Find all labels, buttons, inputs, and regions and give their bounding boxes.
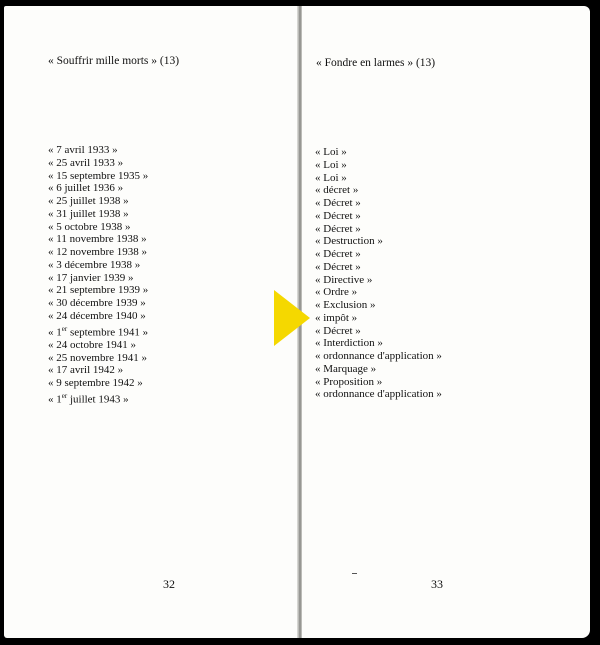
term-entry: « ordonnance d'application » [315,350,442,362]
term-entry: « décret » [315,184,359,197]
term-entry: « Décret » [315,248,361,260]
term-entry: « impôt » [315,311,358,324]
date-entry: « 15 septembre 1935 » [48,169,149,182]
term-entry: « Destruction » [315,235,383,248]
term-entry: « Décret » [315,197,361,209]
date-entry: « 24 décembre 1940 » [48,309,146,322]
date-entry: « 17 avril 1942 » [48,364,124,377]
stray-mark [352,573,357,574]
left-page-number: 32 [163,577,175,591]
term-entry: « Marquage » [315,362,377,375]
date-entry: « 21 septembre 1939 » [48,284,149,297]
term-entry: « Décret » [315,222,361,235]
date-entry: « 9 septembre 1942 » [48,377,143,390]
date-entry: « 11 novembre 1938 » [48,233,147,246]
date-entry: « 25 novembre 1941 » [48,351,147,364]
term-entry: « Loi » [315,146,347,158]
right-page-number: 33 [431,577,443,591]
date-entry: « 30 décembre 1939 » [48,297,146,309]
date-entry: « 17 janvier 1939 » [48,271,134,284]
right-term-list [315,146,442,401]
left-date-list [48,144,148,406]
date-entry: « 6 juillet 1936 » [48,182,124,195]
right-page [302,6,590,638]
term-entry: « Décret » [315,324,361,337]
date-entry: « 1er juillet 1943 » [48,391,129,406]
yellow-arrow-icon [274,290,310,346]
term-entry: « Proposition » [315,375,383,388]
left-page [4,6,298,638]
date-entry: « 5 octobre 1938 » [48,220,131,233]
right-page-title: « Fondre en larmes » (13) [316,57,436,69]
left-page-title: « Souffrir mille morts » (13) [48,55,180,67]
term-entry: « ordonnance d'application » [315,388,442,401]
term-entry: « Décret » [315,260,361,273]
date-entry: « 25 juillet 1938 » [48,195,129,207]
term-entry: « Interdiction » [315,337,383,350]
date-entry: « 3 décembre 1938 » [48,258,141,271]
term-entry: « Directive » [315,273,373,286]
date-entry: « 24 octobre 1941 » [48,338,136,351]
term-entry: « Décret » [315,209,361,222]
date-entry: « 12 novembre 1938 » [48,246,147,258]
term-entry: « Exclusion » [315,299,376,311]
date-entry: « 7 avril 1933 » [48,144,118,156]
term-entry: « Ordre » [315,286,358,299]
term-entry: « Loi » [315,158,347,171]
date-entry: « 25 avril 1933 » [48,156,124,169]
date-entry: « 31 juillet 1938 » [48,207,129,220]
date-entry: « 1er septembre 1941 » [48,324,149,339]
term-entry: « Loi » [315,171,347,184]
